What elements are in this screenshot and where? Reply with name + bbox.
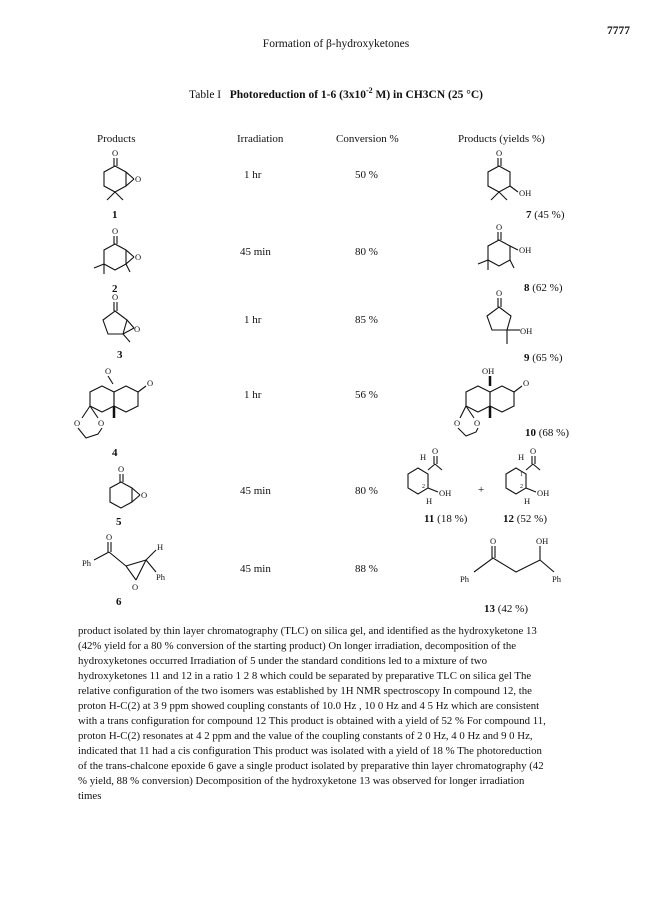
atom-o: O xyxy=(112,226,119,236)
atom-o: O xyxy=(135,252,142,262)
compound-label: 3 xyxy=(117,349,123,361)
header-products: Products xyxy=(97,133,136,145)
structure-3 xyxy=(94,292,164,354)
structure-8 xyxy=(474,222,554,280)
atom-o: O xyxy=(132,582,139,592)
body-line: proton H-C(2) at 3 9 ppm showed coupling constants of 10.0 Hz , 10 0 Hz and 4 5 Hz which are consistent xyxy=(78,700,540,712)
caption-prefix: Table I xyxy=(189,88,222,101)
caption-suffix: M) in CH3CN (25 °C) xyxy=(372,88,483,101)
conversion-cell: 80 % xyxy=(355,485,378,497)
structure-6 xyxy=(84,532,194,596)
conversion-cell: 50 % xyxy=(355,169,378,181)
irradiation-cell: 1 hr xyxy=(244,389,262,401)
product-label: 9 (65 %) xyxy=(524,352,563,364)
atom-oh: OH xyxy=(536,536,549,546)
atom-o: O xyxy=(523,378,530,388)
atom-ph: Ph xyxy=(156,572,165,582)
conversion-cell: 85 % xyxy=(355,314,378,326)
locant-2: 2 xyxy=(422,484,425,490)
body-line: hydroxyketones 11 and 12 in a ratio 1 2 8 which could be separated by preparative TLC on silica gel The xyxy=(78,670,532,682)
structure-9 xyxy=(478,288,558,354)
body-line: proton H-C(2) resonates at 4 2 ppm and the value of the coupling constants of 2 0 Hz, 4 0 Hz and 9 0 Hz, xyxy=(78,730,533,742)
irradiation-cell: 1 hr xyxy=(244,169,262,181)
atom-o: O xyxy=(118,464,125,474)
product-label: 11 (18 %) xyxy=(424,513,468,525)
compound-label: 1 xyxy=(112,209,118,221)
atom-oh: OH xyxy=(519,188,532,198)
atom-o: O xyxy=(112,292,119,302)
atom-o: O xyxy=(112,148,119,158)
locant-1: 1 xyxy=(520,472,523,478)
product-label: 12 (52 %) xyxy=(503,513,547,525)
atom-o: O xyxy=(135,174,142,184)
atom-o: O xyxy=(134,324,141,334)
product-label: 10 (68 %) xyxy=(525,427,569,439)
structure-11 xyxy=(398,446,478,508)
atom-o: O xyxy=(474,418,481,428)
body-paragraph xyxy=(78,624,608,804)
atom-o: O xyxy=(530,446,537,456)
atom-o: O xyxy=(147,378,154,388)
atom-h: H xyxy=(157,542,164,552)
atom-ph: Ph xyxy=(460,574,469,584)
atom-o: O xyxy=(105,366,112,376)
atom-h: H xyxy=(518,452,525,462)
atom-o: O xyxy=(490,536,497,546)
header-irradiation: Irradiation xyxy=(237,133,284,145)
body-line: with a trans configuration for compound 12 This product is obtained with a yield of 52 % For compound 11, xyxy=(78,715,546,727)
irradiation-cell: 1 hr xyxy=(244,314,262,326)
body-line: times xyxy=(78,790,102,802)
body-line: % yield, 88 % conversion) Decomposition of the hydroxyketone 13 was observed for longer irradiation xyxy=(78,775,525,787)
structure-5 xyxy=(96,464,166,518)
header-conversion: Conversion % xyxy=(336,133,399,145)
irradiation-cell: 45 min xyxy=(240,563,271,575)
product-label: 8 (62 %) xyxy=(524,282,563,294)
atom-o: O xyxy=(496,222,503,232)
atom-o: O xyxy=(141,490,148,500)
header-yields: Products (yields %) xyxy=(458,133,545,145)
structure-2 xyxy=(90,226,170,284)
product-label: 13 (42 %) xyxy=(484,603,528,615)
locant-2: 2 xyxy=(520,484,523,490)
atom-o: O xyxy=(496,288,503,298)
irradiation-cell: 45 min xyxy=(240,485,271,497)
caption-exponent: -2 xyxy=(365,86,373,95)
atom-h: H xyxy=(524,496,531,506)
atom-h: H xyxy=(426,496,433,506)
atom-oh: OH xyxy=(439,488,452,498)
compound-label: 4 xyxy=(112,447,118,459)
atom-ph: Ph xyxy=(552,574,561,584)
body-line: indicated that 11 had a cis configuration This product was isolated with a yield of 18 % The photoreduction xyxy=(78,745,542,757)
running-title: Formation of β-hydroxyketones xyxy=(262,38,410,50)
product-label: 7 (45 %) xyxy=(526,209,565,221)
structure-4 xyxy=(68,366,178,456)
conversion-cell: 88 % xyxy=(355,563,378,575)
compound-label: 5 xyxy=(116,516,122,528)
atom-oh: OH xyxy=(519,245,532,255)
structure-7 xyxy=(474,148,554,208)
structure-13 xyxy=(458,536,578,592)
conversion-cell: 80 % xyxy=(355,246,378,258)
atom-oh: OH xyxy=(482,366,495,376)
irradiation-cell: 45 min xyxy=(240,246,271,258)
structure-12 xyxy=(496,446,576,508)
structure-1 xyxy=(90,148,160,208)
atom-o: O xyxy=(496,148,503,158)
body-line: relative configuration of the two isomers was established by 1H NMR spectroscopy In compound 12, the xyxy=(78,685,532,697)
atom-oh: OH xyxy=(537,488,550,498)
table-caption xyxy=(0,86,672,101)
page-number: 7777 xyxy=(607,25,630,37)
compound-label: 2 xyxy=(112,283,118,295)
body-line: of the trans-chalcone epoxide 6 gave a single product isolated by preparative thin layer chromatography (42 xyxy=(78,760,544,772)
atom-o: O xyxy=(106,532,113,542)
atom-ph: Ph xyxy=(82,558,91,568)
atom-o: O xyxy=(98,418,105,428)
atom-h: H xyxy=(420,452,427,462)
body-line: hydroxyketones occurred Irradiation of 5 under the standard conditions led to a mixture of two xyxy=(78,655,487,667)
caption-text: Photoreduction of 1-6 (3x10 xyxy=(229,88,366,101)
body-line: product isolated by thin layer chromatography (TLC) on silica gel, and identified as the hydroxyketone 13 xyxy=(78,625,537,637)
atom-o: O xyxy=(454,418,461,428)
plus-sign: + xyxy=(478,484,485,496)
atom-oh: OH xyxy=(520,326,533,336)
atom-o: O xyxy=(432,446,439,456)
compound-label: 6 xyxy=(116,596,122,608)
conversion-cell: 56 % xyxy=(355,389,378,401)
atom-o: O xyxy=(74,418,81,428)
body-line: (42% yield for a 80 % conversion of the starting product) On longer irradiation, decomposition of the xyxy=(78,640,517,652)
